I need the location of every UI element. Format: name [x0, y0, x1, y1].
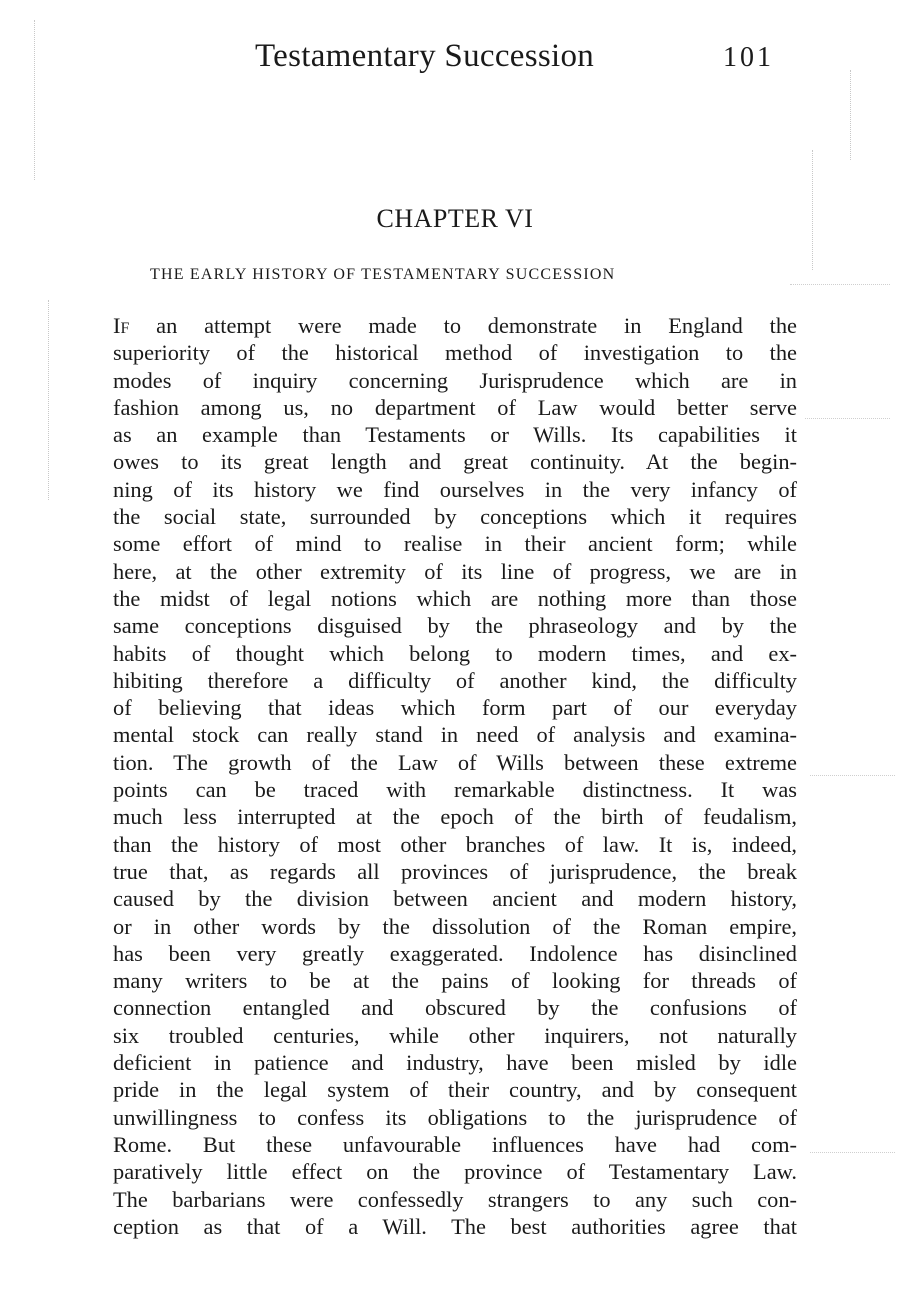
text-line: much less interrupted at the epoch of the birth of feudalism,: [113, 804, 797, 830]
opening-word: If: [113, 313, 130, 338]
text-line: of believing that ideas which form part of our everyday: [113, 695, 797, 721]
scan-artifact: [810, 1152, 895, 1153]
text-line: fashion among us, no department of Law would better serve: [113, 394, 797, 420]
text-line: mental stock can really stand in need of analysis and examina-: [113, 722, 797, 748]
text-line: Rome. But these unfavourable influences have had com-: [113, 1131, 797, 1157]
text-line: than the history of most other branches of law. It is, indeed,: [113, 831, 797, 857]
text-line: connection entangled and obscured by the confusions of: [113, 995, 797, 1021]
text-line: the midst of legal notions which are nothing more than those: [113, 585, 797, 611]
text-line: pride in the legal system of their country, and by consequent: [113, 1077, 797, 1103]
text-line: here, at the other extremity of its line of progress, we are in: [113, 558, 797, 584]
text-line: tion. The growth of the Law of Wills between these extreme: [113, 749, 797, 775]
text-line: hibiting therefore a difficulty of another kind, the difficulty: [113, 667, 797, 693]
text-line: six troubled centuries, while other inquirers, not naturally: [113, 1022, 797, 1048]
text-line: owes to its great length and great continuity. At the begin-: [113, 449, 797, 475]
scan-artifact: [850, 70, 851, 160]
text-line: points can be traced with remarkable distinctness. It was: [113, 777, 797, 803]
text-line: unwillingness to confess its obligations to the jurisprudence of: [113, 1104, 797, 1130]
text-line: If an attempt were made to demonstrate in England the: [113, 313, 797, 338]
scan-artifact: [812, 150, 813, 270]
text-line: modes of inquiry concerning Jurisprudence which are in: [113, 367, 797, 393]
text-line: some effort of mind to realise in their ancient form; while: [113, 531, 797, 557]
page-number: 101: [723, 42, 774, 73]
text-line: ception as that of a Will. The best authorities agree that: [113, 1213, 797, 1239]
scan-artifact: [805, 418, 890, 419]
running-head: [0, 38, 900, 88]
text-line: deficient in patience and industry, have been misled by idle: [113, 1050, 797, 1076]
text-line: habits of thought which belong to modern times, and ex-: [113, 640, 797, 666]
text-line: caused by the division between ancient and modern history,: [113, 886, 797, 912]
text-line: ning of its history we find ourselves in the very infancy of: [113, 476, 797, 502]
scan-artifact: [34, 20, 35, 180]
text-line: many writers to be at the pains of looking for threads of: [113, 968, 797, 994]
text-line: or in other words by the dissolution of the Roman empire,: [113, 913, 797, 939]
text-line: as an example than Testaments or Wills. Its capabilities it: [113, 422, 797, 448]
text-line: superiority of the historical method of investigation to the: [113, 340, 797, 366]
text-line: same conceptions disguised by the phraseology and by the: [113, 613, 797, 639]
scan-artifact: [48, 300, 49, 500]
text-line: The barbarians were confessedly strangers to any such con-: [113, 1186, 797, 1212]
text-line: true that, as regards all provinces of jurisprudence, the break: [113, 858, 797, 884]
chapter-heading: CHAPTER VI: [376, 204, 534, 233]
scan-artifact: [810, 775, 895, 776]
running-title: Testamentary Succession: [255, 38, 595, 74]
scan-artifact: [790, 284, 890, 285]
body-paragraph: [113, 312, 797, 1240]
text-line: has been very greatly exaggerated. Indolence has disinclined: [113, 940, 797, 966]
text-line: the social state, surrounded by conceptions which it requires: [113, 504, 797, 530]
chapter-subtitle: THE EARLY HISTORY OF TESTAMENTARY SUCCESSION: [150, 266, 616, 283]
text-line: paratively little effect on the province of Testamentary Law.: [113, 1159, 797, 1185]
